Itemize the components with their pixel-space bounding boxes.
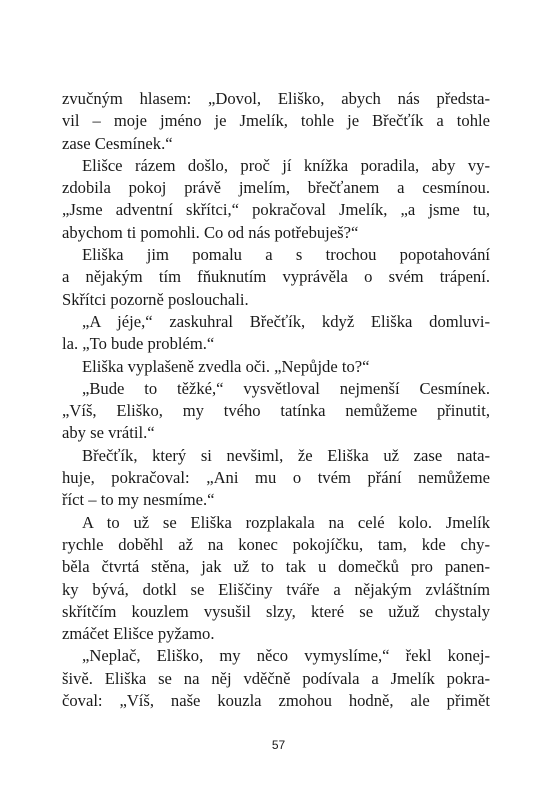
text-line: „Bude to těžké,“ vysvětloval nejmenší Cesmínek. [82,378,490,398]
text-line: rychle doběhl až na konec pokojíčku, tam, kde chy- [62,534,490,554]
text-line: Břečťík, který si nevšiml, že Eliška už zase nata- [82,445,490,465]
text-line: „Víš, Eliško, my tvého tatínka nemůžeme přinutit, [62,401,490,421]
text-line: aby se vrátil.“ [62,423,155,443]
text-line: vil – moje jméno je Jmelík, tohle je Břečťík a tohle [62,111,490,131]
text-line: „A jéje,“ zaskuhral Břečťík, když Eliška domluvi- [82,311,490,331]
text-line: „Jsme adventní skřítci,“ pokračoval Jmelík, „a jsme tu, [62,200,490,220]
text-line: Eliška jim pomalu a s trochou popotahování [82,245,490,265]
text-line: zase Cesmínek.“ [62,133,173,153]
text-line: čoval: „Víš, naše kouzla zmohou hodně, ale přimět [62,691,490,711]
text-line: Skřítci pozorně poslouchali. [62,289,249,309]
text-line: abychom ti pomohli. Co od nás potřebuješ?“ [62,222,359,242]
text-line: zvučným hlasem: „Dovol, Eliško, abych nás předsta- [62,89,490,108]
text-line: a nějakým tím fňuknutím vyprávěla o svém trápení. [62,267,490,287]
text-line: říct – to my nesmíme.“ [62,490,215,510]
text-line: Eliška vyplašeně zvedla oči. „Nepůjde to?“ [82,356,370,376]
text-line: huje, pokračoval: „Ani mu o tvém přání nemůžeme [62,468,490,488]
text-line: běla čtvrtá stěna, jak už to tak u domečků pro panen- [62,557,490,577]
text-line: šivě. Eliška se na něj vděčně podívala a Jmelík pokra- [62,668,490,688]
book-page-text [62,88,490,712]
text-line: ky bývá, dotkl se Eliščiny tváře a nějakým zvláštním [62,579,490,599]
text-line: A to už se Eliška rozplakala na celé kolo. Jmelík [82,512,490,532]
text-line: zdobila pokoj právě jmelím, břečťanem a cesmínou. [62,178,490,198]
text-line: zmáčet Elišce pyžamo. [62,624,215,644]
text-line: la. „To bude problém.“ [62,334,215,354]
text-line: „Neplač, Eliško, my něco vymyslíme,“ řekl konej- [82,646,490,666]
page-number: 57 [271,738,286,752]
text-line: Elišce rázem došlo, proč jí knížka poradila, aby vy- [82,155,490,175]
text-line: skřítčím kouzlem vysušil slzy, které se užuž chystaly [62,601,490,621]
